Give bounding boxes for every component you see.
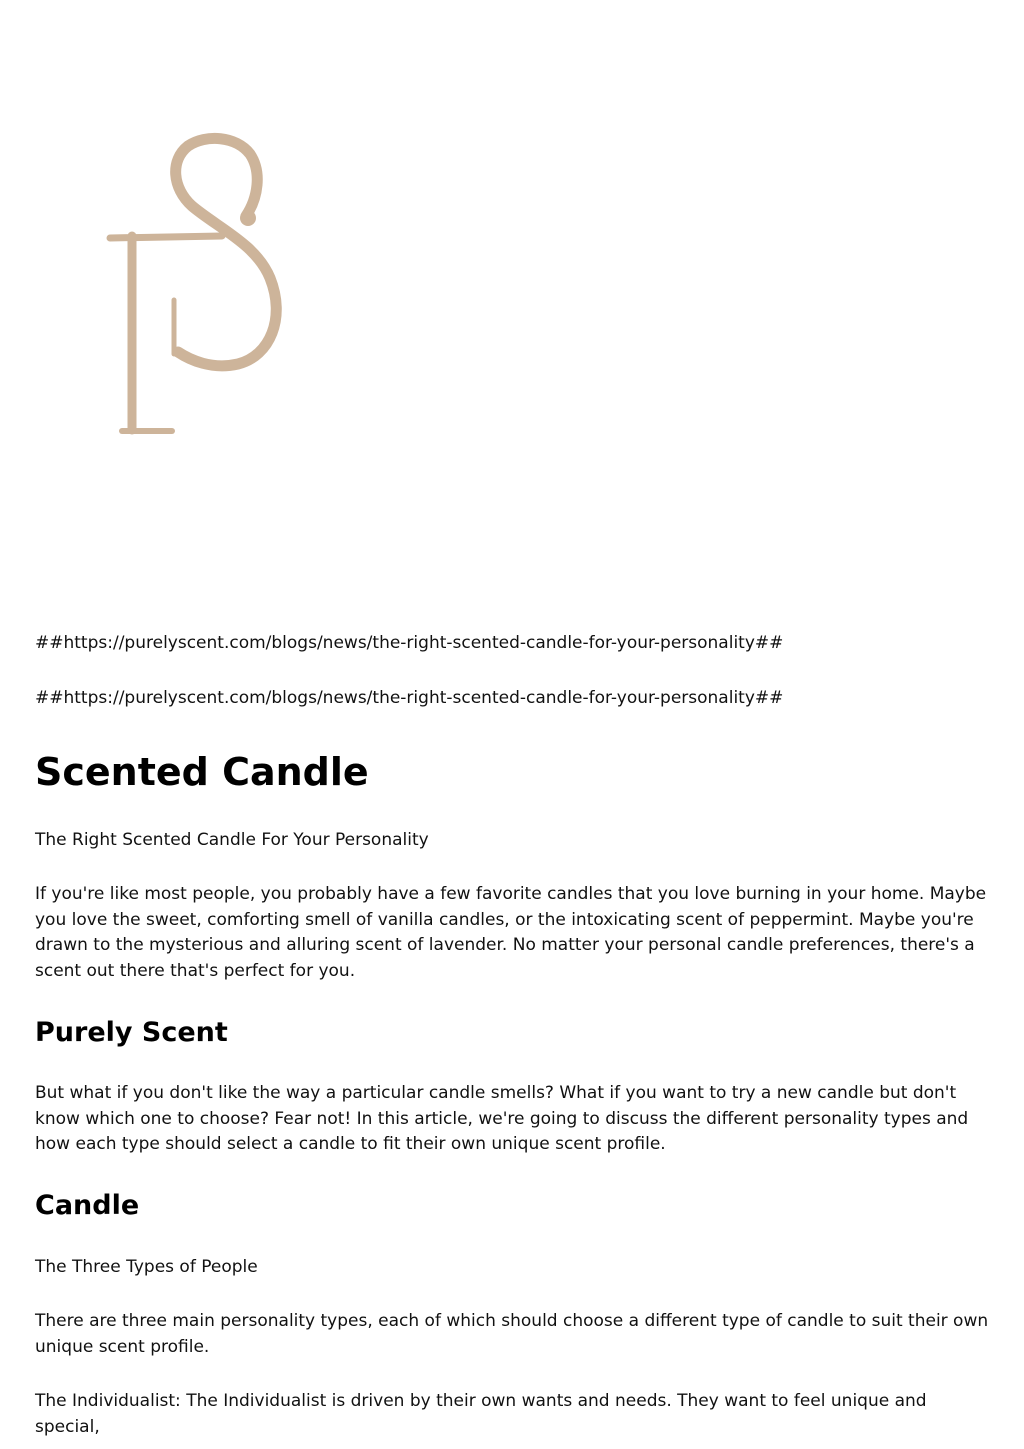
source-url-line: ##https://purelyscent.com/blogs/news/the-right-scented-candle-for-your-personality## bbox=[35, 633, 784, 653]
source-url-line: ##https://purelyscent.com/blogs/news/the-right-scented-candle-for-your-personality## bbox=[35, 688, 784, 708]
section-paragraph-individualist: The Individualist: The Individualist is driven by their own wants and needs. They want to feel unique and special, bbox=[35, 1391, 927, 1437]
article-title: Scented Candle bbox=[35, 750, 369, 794]
purely-scent-logo bbox=[100, 128, 310, 448]
section-paragraph: But what if you don't like the way a particular candle smells? What if you want to try a new candle but don't know which one to choose? Fear not! In this article, we're going to discuss the different personality types and how each type should select a candle to fit their own unique scent profile. bbox=[35, 1083, 969, 1154]
article-subtitle: The Right Scented Candle For Your Personality bbox=[35, 830, 429, 850]
intro-paragraph: If you're like most people, you probably have a few favorite candles that you love burning in your home. Maybe you love the sweet, comforting smell of vanilla candles, or the intoxicating scent of peppermint. Maybe you're drawn to the mysterious and alluring scent of lavender. No matter your personal candle preferences, there's a scent out there that's perfect for you. bbox=[35, 884, 987, 981]
section-paragraph: There are three main personality types, each of which should choose a different type of candle to suit their own unique scent profile. bbox=[35, 1311, 989, 1357]
logo-s-terminal bbox=[240, 210, 256, 226]
logo-p-bar bbox=[110, 236, 222, 238]
section-heading-purely-scent: Purely Scent bbox=[35, 1017, 228, 1048]
section-subheading: The Three Types of People bbox=[35, 1257, 258, 1277]
logo-s-curve bbox=[176, 138, 277, 365]
section-heading-candle: Candle bbox=[35, 1190, 140, 1221]
